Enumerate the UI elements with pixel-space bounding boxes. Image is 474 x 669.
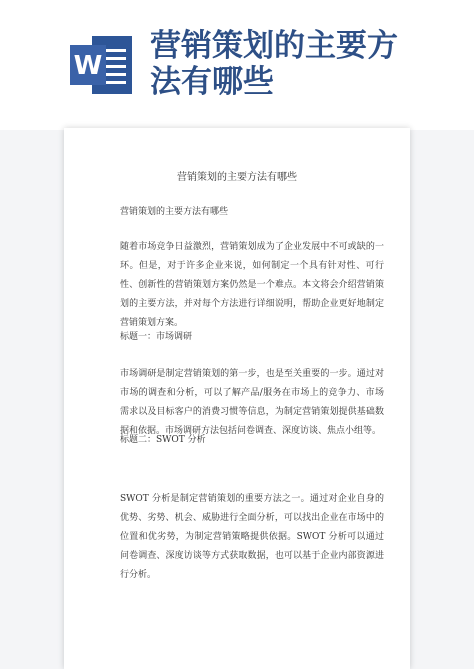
- intro-paragraph: 随着市场竞争日益激烈，营销策划成为了企业发展中不可或缺的一环。但是，对于许多企业来说，如何制定一个具有针对性、可行性、创新性的营销策划方案仍然是一个难点。本文将会介绍营销策划的主要方法，并对每个方法进行详细说明，帮助企业更好地制定营销策划方案。: [120, 242, 384, 328]
- svg-text:W: W: [73, 51, 103, 81]
- document-page: [64, 128, 410, 669]
- document-title: 营销策划的主要方法有哪些: [177, 172, 297, 183]
- document-subtitle: 营销策划的主要方法有哪些: [120, 207, 229, 217]
- section-heading-1: 标题一：市场调研: [120, 332, 193, 342]
- section-heading-2: 标题二：SWOT 分析: [120, 435, 206, 445]
- page-title-line2: 法有哪些: [150, 64, 274, 100]
- word-icon: [70, 36, 132, 94]
- page-title: [150, 28, 450, 100]
- page-title-line1: 营销策划的主要方: [150, 28, 398, 64]
- section-paragraph-1: 市场调研是制定营销策划的第一步，也是至关重要的一步。通过对市场的调查和分析，可以了解产品/服务在市场上的竞争力、市场需求以及目标客户的消费习惯等信息，为制定营销策划提供基础数据和依据。市场调研方法包括问卷调查、深度访谈、焦点小组等。: [120, 369, 384, 436]
- section-paragraph-2: SWOT 分析是制定营销策划的重要方法之一。通过对企业自身的优势、劣势、机会、威胁进行全面分析，可以找出企业在市场中的位置和优劣势，为制定营销策略提供依据。SWOT 分析可以通过问卷调查、深度访谈等方式获取数据，也可以基于企业内部资源进行分析。: [120, 494, 384, 580]
- header-banner: [0, 0, 474, 130]
